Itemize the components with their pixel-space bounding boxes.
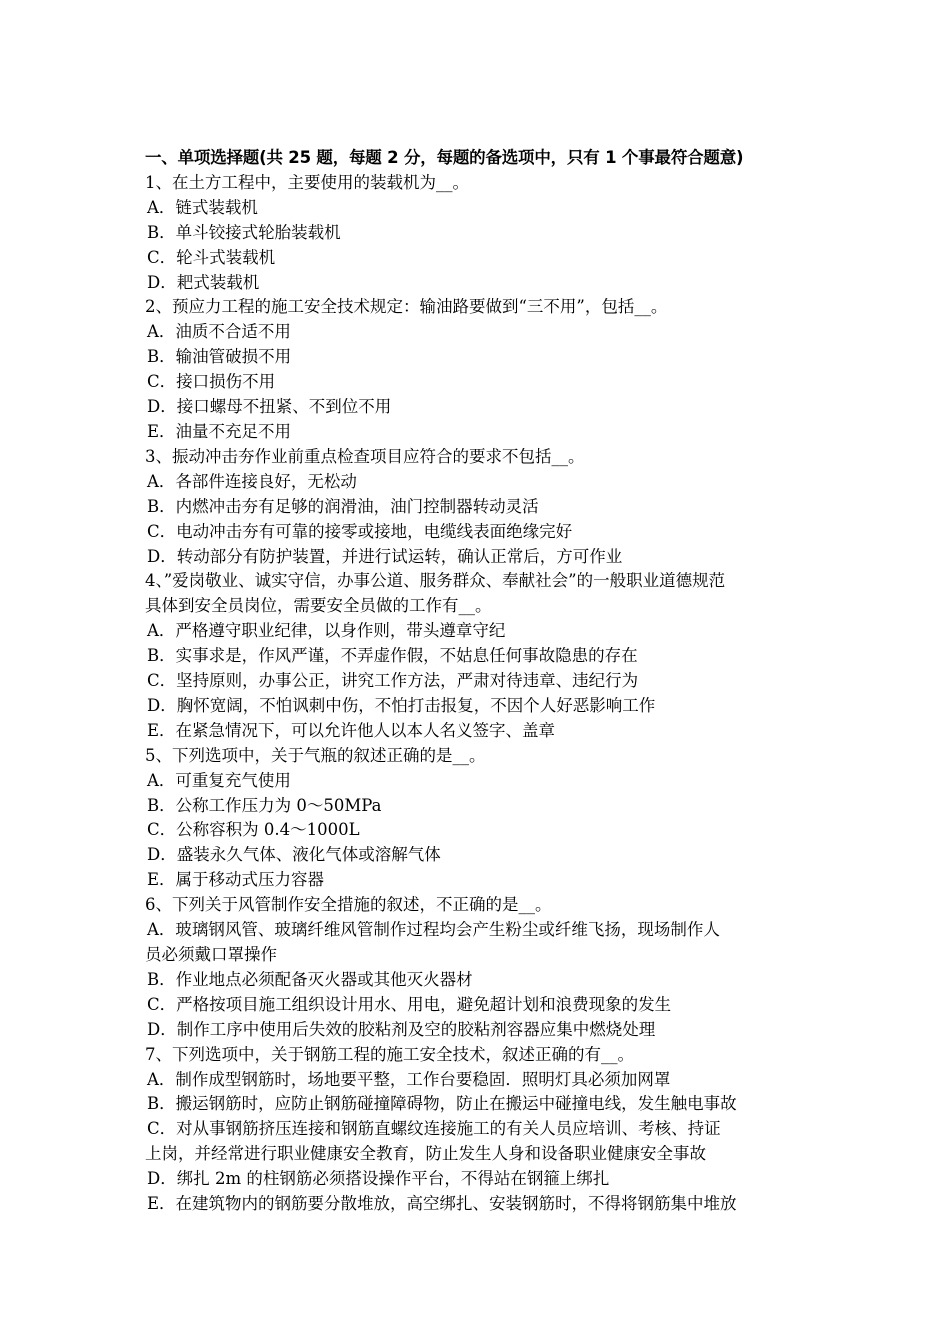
answer-option: D．绑扎 2m 的柱钢筋必须搭设操作平台，不得站在钢箍上绑扎 (147, 1169, 610, 1189)
answer-option: B．作业地点必须配备灭火器或其他灭火器材 (147, 969, 473, 989)
answer-option: C．坚持原则，办事公正，讲究工作方法，严肃对待违章、违纪行为 (147, 671, 639, 691)
question-stem: 6、下列关于风管制作安全措施的叙述，不正确的是__。 (145, 895, 552, 915)
answer-option: 上岗，并经常进行职业健康安全教育，防止发生人身和设备职业健康安全事故 (145, 1144, 706, 1164)
answer-option: B．内燃冲击夯有足够的润滑油，油门控制器转动灵活 (147, 496, 539, 516)
question-stem: 2、预应力工程的施工安全技术规定：输油路要做到“三不用”，包括__。 (145, 297, 668, 317)
answer-option: A．玻璃钢风管、玻璃纤维风管制作过程均会产生粉尘或纤维飞扬，现场制作人 (147, 920, 720, 940)
answer-option: D．制作工序中使用后失效的胶粘剂及空的胶粘剂容器应集中燃烧处理 (147, 1019, 656, 1039)
answer-option: D．耙式装载机 (147, 272, 260, 292)
question-1 (145, 171, 815, 296)
answer-option: B．搬运钢筋时，应防止钢筋碰撞障碍物，防止在搬运中碰撞电线，发生触电事故 (147, 1094, 737, 1114)
section-title: 一、单项选择题(共 25 题，每题 2 分，每题的备选项中，只有 1 个事最符合题意) (145, 148, 744, 167)
answer-option: E．属于移动式压力容器 (147, 870, 325, 890)
answer-option: B．输油管破损不用 (147, 347, 292, 367)
answer-option: C．电动冲击夯有可靠的接零或接地，电缆线表面绝缘完好 (147, 521, 573, 541)
question-list (145, 171, 815, 1217)
answer-option: D．转动部分有防护装置，并进行试运转，确认正常后，方可作业 (147, 546, 623, 566)
question-2 (145, 295, 815, 444)
question-7 (145, 1043, 815, 1217)
answer-option: A．各部件连接良好，无松动 (147, 471, 357, 491)
answer-option: A．制作成型钢筋时，场地要平整，工作台要稳固．照明灯具必须加网罩 (147, 1069, 671, 1089)
answer-option: B．单斗铰接式轮胎装载机 (147, 222, 341, 242)
answer-option: 员必须戴口罩操作 (145, 945, 277, 964)
answer-option: C．轮斗式装载机 (147, 247, 276, 267)
answer-option: E．油量不充足不用 (147, 421, 292, 441)
answer-option: A．链式装载机 (147, 197, 258, 217)
question-6 (145, 893, 815, 1042)
question-stem: 4、”爱岗敬业、诚实守信，办事公道、服务群众、奉献社会”的一般职业道德规范 (145, 571, 726, 591)
answer-option: B．公称工作压力为 0～50MPa (147, 795, 382, 815)
document-page (145, 146, 815, 1217)
answer-option: A．油质不合适不用 (147, 322, 291, 342)
question-5 (145, 744, 815, 893)
answer-option: E．在建筑物内的钢筋要分散堆放，高空绑扎、安装钢筋时，不得将钢筋集中堆放 (147, 1194, 737, 1214)
answer-option: A．可重复充气使用 (147, 770, 291, 790)
answer-option: D．接口螺母不扭紧、不到位不用 (147, 397, 392, 417)
answer-option: C．公称容积为 0.4～1000L (147, 820, 360, 840)
answer-option: B．实事求是，作风严谨，不弄虚作假，不姑息任何事故隐患的存在 (147, 646, 638, 666)
question-stem: 3、振动冲击夯作业前重点检查项目应符合的要求不包括__。 (145, 446, 585, 466)
question-stem: 5、下列选项中，关于气瓶的叙述正确的是__。 (145, 745, 486, 765)
answer-option: C．严格按项目施工组织设计用水、用电，避免超计划和浪费现象的发生 (147, 994, 672, 1014)
answer-option: A．严格遵守职业纪律，以身作则，带头遵章守纪 (147, 621, 506, 641)
question-stem: 7、下列选项中，关于钢筋工程的施工安全技术，叙述正确的有__。 (145, 1044, 634, 1064)
answer-option: E．在紧急情况下，可以允许他人以本人名义签字、盖章 (147, 720, 556, 740)
answer-option: D．胸怀宽阔，不怕讽刺中伤，不怕打击报复，不因个人好恶影响工作 (147, 695, 656, 715)
question-4 (145, 569, 815, 743)
question-3 (145, 445, 815, 570)
answer-option: D．盛装永久气体、液化气体或溶解气体 (147, 845, 441, 865)
answer-option: C．对从事钢筋挤压连接和钢筋直螺纹连接施工的有关人员应培训、考核、持证 (147, 1119, 721, 1139)
answer-option: C．接口损伤不用 (147, 372, 276, 392)
question-stem: 1、在土方工程中，主要使用的装载机为__。 (145, 172, 469, 192)
question-stem: 具体到安全员岗位，需要安全员做的工作有__。 (145, 596, 492, 616)
